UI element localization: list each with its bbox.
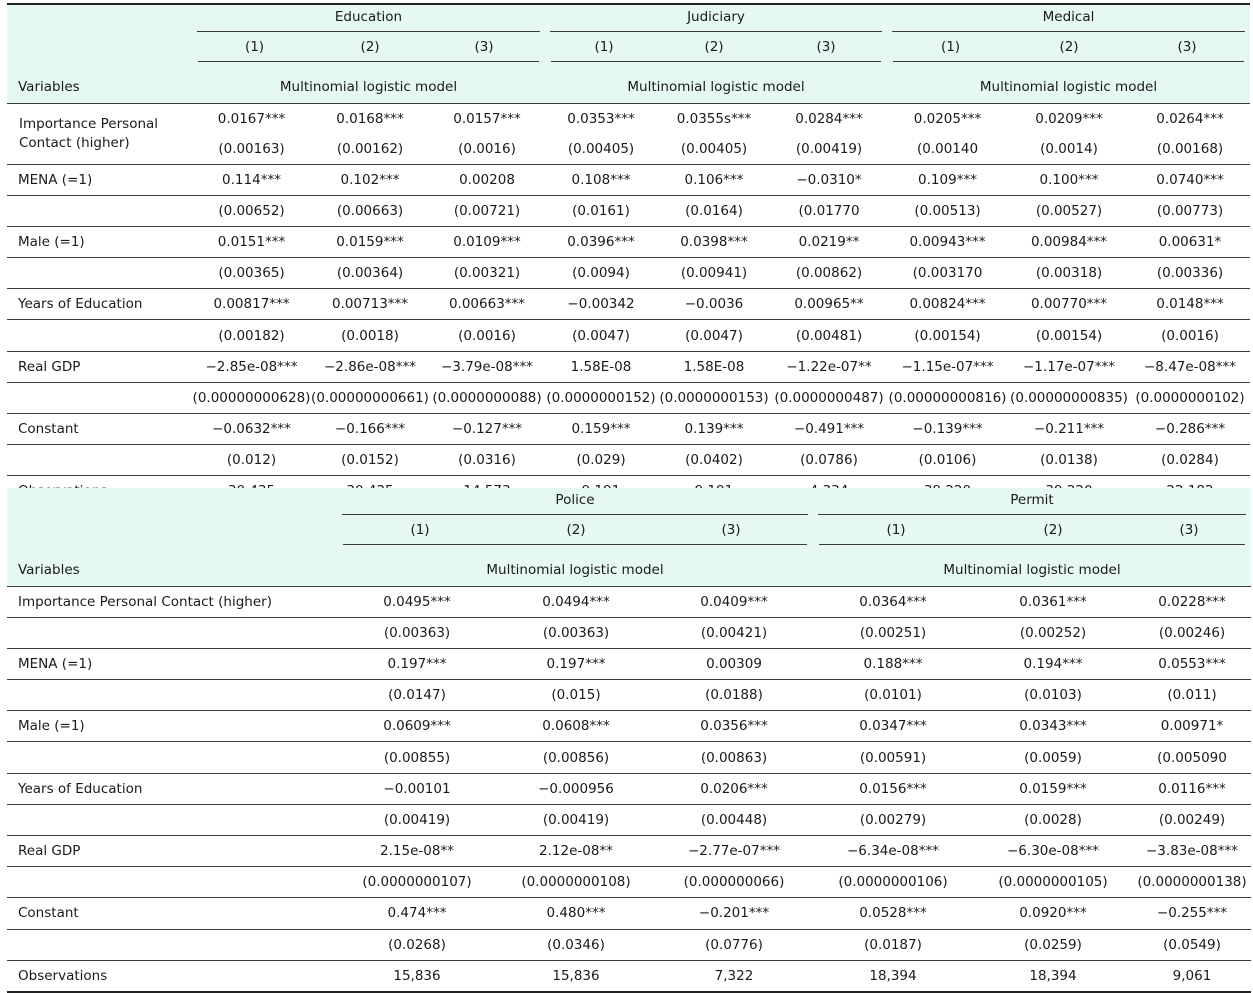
se-row [7,382,1250,413]
se-cell: (0.0000000102) [1130,382,1250,413]
se-cell: (0.00421) [655,617,813,648]
coef-cell: 0.0159*** [973,773,1133,804]
se-cell: (0.00721) [429,195,545,226]
empty-label-cell [7,445,192,476]
se-cell: (0.00513) [887,195,1008,226]
coef-cell: 0.00663*** [429,289,545,320]
model-label: Multinomial logistic model [813,549,1251,586]
coef-cell: −6.30e-08*** [973,836,1133,867]
se-cell: (0.0152) [311,445,429,476]
se-cell: (0.0786) [771,445,887,476]
se-cell: (0.0103) [973,680,1133,711]
coef-cell: 0.0264*** [1130,103,1250,135]
se-cell: (0.029) [545,445,657,476]
se-cell: (0.0000000152) [545,382,657,413]
variable-label: Real GDP [7,351,192,382]
group-header-row [7,4,1250,36]
column-number: (1) [893,39,1008,62]
coef-cell: 0.0740*** [1130,164,1250,195]
coef-cell: −0.00101 [337,773,497,804]
coef-row [7,836,1251,867]
variable-label: Years of Education [7,773,337,804]
se-cell: (0.0000000487) [771,382,887,413]
coef-cell: 0.0553*** [1133,648,1251,679]
se-cell: (0.00364) [311,258,429,289]
coef-cell: 0.109*** [887,164,1008,195]
se-cell: (0.00252) [973,617,1133,648]
coef-cell: 0.0494*** [497,586,655,617]
coef-cell: −3.83e-08*** [1133,836,1251,867]
se-cell: (0.00363) [497,617,655,648]
se-cell: (0.00249) [1133,804,1251,835]
variable-label: Male (=1) [7,226,192,257]
se-row [7,320,1250,351]
se-row [7,680,1251,711]
empty-label-cell [7,617,337,648]
coef-cell: 0.0157*** [429,103,545,135]
se-row [7,742,1251,773]
se-cell: (0.0028) [973,804,1133,835]
coef-cell: 0.0528*** [813,898,973,929]
coef-cell: −0.255*** [1133,898,1251,929]
se-cell: (0.0161) [545,195,657,226]
table-2 [7,488,1251,993]
observations-cell: 18,394 [973,960,1133,992]
observations-cell: 15,836 [337,960,497,992]
coef-cell: 0.00971* [1133,711,1251,742]
se-row [7,804,1251,835]
se-cell: (0.0016) [429,320,545,351]
coef-cell: 0.0398*** [657,226,771,257]
model-label-row [7,66,1250,103]
se-cell: (0.00527) [1008,195,1130,226]
column-number: (2) [497,522,655,545]
coef-cell: 0.0409*** [655,586,813,617]
coef-cell: 0.0347*** [813,711,973,742]
coef-cell: 0.0361*** [973,586,1133,617]
se-cell: (0.0047) [657,320,771,351]
coef-cell: 2.15e-08** [337,836,497,867]
se-row [7,258,1250,289]
column-number: (3) [429,39,539,62]
variable-label: MENA (=1) [7,648,337,679]
se-cell: (0.0018) [311,320,429,351]
variables-header: Variables [7,66,192,103]
se-cell: (0.0776) [655,929,813,960]
coef-cell: 2.12e-08** [497,836,655,867]
empty-label-cell [7,742,337,773]
coef-cell: 0.139*** [657,414,771,445]
coef-cell: −0.000956 [497,773,655,804]
model-label-row [7,549,1251,586]
column-number: (3) [655,522,807,545]
coef-cell: 0.114*** [192,164,311,195]
se-cell: (0.00140 [916,141,979,157]
observations-cell: 18,394 [813,960,973,992]
variables-header: Variables [7,549,337,586]
se-cell: (0.00773) [1130,195,1250,226]
coef-cell: 0.00965** [771,289,887,320]
empty-label-cell [7,929,337,960]
se-cell: (0.00652) [192,195,311,226]
group-label: Judiciary [550,9,882,32]
coef-row [7,586,1251,617]
coef-cell: 0.00208 [429,164,545,195]
group-label: Permit [818,492,1246,515]
column-number: (1) [819,522,973,545]
se-cell: (0.00318) [1008,258,1130,289]
se-cell: (0.00163) [218,141,285,157]
column-number: (3) [1130,39,1244,62]
variable-label: Real GDP [7,836,337,867]
coef-cell: 0.0355s*** [657,103,771,135]
se-cell: (0.0284) [1130,445,1250,476]
column-number-row [7,36,1250,67]
empty-label-cell [7,320,192,351]
variable-label: Constant [7,414,192,445]
coef-cell: 0.194*** [973,648,1133,679]
se-cell: (0.0000000105) [973,867,1133,898]
se-cell: (0.0000000153) [657,382,771,413]
column-number-row [7,519,1251,550]
coef-cell: 0.00631* [1130,226,1250,257]
se-cell: (0.00182) [192,320,311,351]
coef-cell: −0.201*** [655,898,813,929]
se-cell: (0.000000066) [655,867,813,898]
coef-cell: 1.58E-08 [545,351,657,382]
se-cell: (0.00000000661) [311,382,429,413]
se-cell: (0.00419) [795,141,863,157]
se-cell: (0.0187) [813,929,973,960]
observations-cell: 7,322 [655,960,813,992]
coef-cell: 0.0396*** [545,226,657,257]
se-cell: (0.00365) [192,258,311,289]
coef-cell: −3.79e-08*** [429,351,545,382]
coef-cell: 0.0343*** [973,711,1133,742]
table-1 [7,3,1250,509]
coef-cell: −0.127*** [429,414,545,445]
coef-cell: 0.197*** [497,648,655,679]
model-label: Multinomial logistic model [192,66,545,103]
se-cell: (0.00251) [813,617,973,648]
group-label: Police [342,492,808,515]
se-row [7,867,1251,898]
coef-row [7,898,1251,929]
se-cell: (0.0094) [545,258,657,289]
model-label: Multinomial logistic model [887,66,1250,103]
se-cell: (0.0059) [973,742,1133,773]
coef-cell: 0.100*** [1008,164,1130,195]
observations-cell: 9,061 [1133,960,1251,992]
column-number: (2) [1008,39,1130,62]
se-cell: (0.00279) [813,804,973,835]
coef-cell: 0.0156*** [813,773,973,804]
coef-cell: 0.0364*** [813,586,973,617]
coef-cell: 0.0148*** [1130,289,1250,320]
se-cell: (0.00154) [1008,320,1130,351]
se-cell: (0.00591) [813,742,973,773]
se-cell: (0.00941) [657,258,771,289]
se-cell: (0.00000000628) [192,382,311,413]
se-cell: (0.003170 [887,258,1008,289]
coef-cell: −0.211*** [1008,414,1130,445]
coef-cell: −0.0310* [771,164,887,195]
coef-cell: −0.491*** [771,414,887,445]
se-cell: (0.00419) [497,804,655,835]
group-header-row [7,488,1251,519]
coef-row [7,103,1250,135]
coef-cell: 0.0219** [771,226,887,257]
coef-cell: −8.47e-08*** [1130,351,1250,382]
coef-cell: −0.0036 [657,289,771,320]
coef-cell: 0.0353*** [545,103,657,135]
se-cell: (0.00363) [337,617,497,648]
se-cell: (0.01770 [771,195,887,226]
coef-cell: 0.0168*** [311,103,429,135]
coef-row [7,289,1250,320]
coef-cell: 0.0205*** [887,103,1008,135]
coef-row [7,226,1250,257]
observations-cell: 15,836 [497,960,655,992]
column-number: (3) [1133,522,1245,545]
coef-cell: 0.00984*** [1008,226,1130,257]
coef-cell: −1.22e-07** [771,351,887,382]
coef-cell: 0.188*** [813,648,973,679]
column-number: (3) [771,39,881,62]
coef-cell: 0.0206*** [655,773,813,804]
se-cell: (0.0259) [973,929,1133,960]
se-cell: (0.0000000138) [1133,867,1251,898]
coef-cell: 0.00713*** [311,289,429,320]
empty-label-cell [7,382,192,413]
coef-cell: 0.0920*** [973,898,1133,929]
column-number: (2) [311,39,429,62]
se-cell: (0.00321) [429,258,545,289]
coef-cell: −0.0632*** [192,414,311,445]
se-row [7,617,1251,648]
se-cell: (0.011) [1133,680,1251,711]
coef-cell: 0.108*** [545,164,657,195]
se-cell: (0.00855) [337,742,497,773]
se-row [7,135,1250,165]
se-row [7,195,1250,226]
coef-cell: 0.0116*** [1133,773,1251,804]
se-cell: (0.00863) [655,742,813,773]
se-row [7,929,1251,960]
se-cell: (0.0016) [1130,320,1250,351]
coef-cell: 0.00770*** [1008,289,1130,320]
se-cell: (0.00481) [771,320,887,351]
model-label: Multinomial logistic model [545,66,887,103]
se-cell: (0.0101) [813,680,973,711]
coef-cell: 0.0109*** [429,226,545,257]
se-cell: (0.00000000816) [887,382,1008,413]
empty-label-cell [7,680,337,711]
se-cell: (0.0402) [657,445,771,476]
coef-cell: 0.0228*** [1133,586,1251,617]
se-cell: (0.0164) [657,195,771,226]
coef-cell: 0.0284*** [771,103,887,135]
variable-label: Importance Personal Contact (higher) [7,103,192,164]
coef-row [7,414,1250,445]
coef-cell: 0.159*** [545,414,657,445]
variable-label: MENA (=1) [7,164,192,195]
coef-cell: −0.139*** [887,414,1008,445]
se-cell: (0.00448) [655,804,813,835]
coef-cell: 0.0356*** [655,711,813,742]
se-cell: (0.00000000835) [1008,382,1130,413]
coef-cell: 0.106*** [657,164,771,195]
se-row [7,445,1250,476]
se-cell: (0.0549) [1133,929,1251,960]
coef-cell: −0.286*** [1130,414,1250,445]
empty-label-cell [7,804,337,835]
coef-cell: 0.00309 [655,648,813,679]
se-cell: (0.00405) [567,141,635,157]
empty-label-cell [7,867,337,898]
coef-row [7,351,1250,382]
se-cell: (0.00246) [1133,617,1251,648]
column-number: (1) [343,522,497,545]
se-cell: (0.00336) [1130,258,1250,289]
coef-cell: 0.0159*** [311,226,429,257]
se-cell: (0.0016) [458,141,516,157]
variable-label: Years of Education [7,289,192,320]
se-cell: (0.0047) [545,320,657,351]
observations-label: Observations [7,960,337,992]
coef-cell: −2.85e-08*** [192,351,311,382]
column-number: (1) [198,39,311,62]
se-cell: (0.00663) [311,195,429,226]
coef-cell: 0.0608*** [497,711,655,742]
group-label: Medical [892,9,1245,32]
coef-cell: 0.0495*** [337,586,497,617]
se-cell: (0.0014) [1040,141,1098,157]
se-cell: (0.00862) [771,258,887,289]
column-number: (2) [657,39,771,62]
se-cell: (0.00405) [680,141,748,157]
observations-row [7,960,1251,992]
se-cell: (0.00154) [887,320,1008,351]
se-cell: (0.0000000088) [429,382,545,413]
coef-cell: 0.00824*** [887,289,1008,320]
variable-label: Male (=1) [7,711,337,742]
model-label: Multinomial logistic model [337,549,813,586]
coef-cell: 0.474*** [337,898,497,929]
se-cell: (0.0188) [655,680,813,711]
variable-label: Importance Personal Contact (higher) [7,586,337,617]
se-cell: (0.0000000107) [337,867,497,898]
coef-cell: −0.166*** [311,414,429,445]
se-cell: (0.0346) [497,929,655,960]
se-cell: (0.0147) [337,680,497,711]
se-cell: (0.0316) [429,445,545,476]
se-cell: (0.0000000108) [497,867,655,898]
se-cell: (0.00419) [337,804,497,835]
variable-label: Constant [7,898,337,929]
se-cell: (0.0268) [337,929,497,960]
se-cell: (0.012) [192,445,311,476]
se-cell: (0.00168) [1156,141,1224,157]
coef-cell: 0.0609*** [337,711,497,742]
coef-cell: −6.34e-08*** [813,836,973,867]
group-label: Education [197,9,540,32]
se-cell: (0.015) [497,680,655,711]
coef-cell: −1.17e-07*** [1008,351,1130,382]
coef-cell: −2.86e-08*** [311,351,429,382]
coef-cell: 1.58E-08 [657,351,771,382]
coef-cell: −1.15e-07*** [887,351,1008,382]
se-cell: (0.00162) [336,141,404,157]
se-cell: (0.005090 [1133,742,1251,773]
coef-row [7,773,1251,804]
se-cell: (0.0138) [1008,445,1130,476]
column-number: (1) [551,39,657,62]
coef-row [7,164,1250,195]
coef-row [7,648,1251,679]
se-cell: (0.0000000106) [813,867,973,898]
coef-cell: 0.00817*** [192,289,311,320]
coef-cell: 0.0151*** [192,226,311,257]
empty-label-cell [7,258,192,289]
coef-cell: 0.102*** [311,164,429,195]
coef-cell: 0.0167*** [192,103,311,135]
coef-row [7,711,1251,742]
coef-cell: −2.77e-07*** [655,836,813,867]
coef-cell: −0.00342 [545,289,657,320]
coef-cell: 0.00943*** [887,226,1008,257]
coef-cell: 0.0209*** [1008,103,1130,135]
coef-cell: 0.480*** [497,898,655,929]
empty-label-cell [7,195,192,226]
se-cell: (0.0106) [887,445,1008,476]
column-number: (2) [973,522,1133,545]
se-cell: (0.00856) [497,742,655,773]
coef-cell: 0.197*** [337,648,497,679]
